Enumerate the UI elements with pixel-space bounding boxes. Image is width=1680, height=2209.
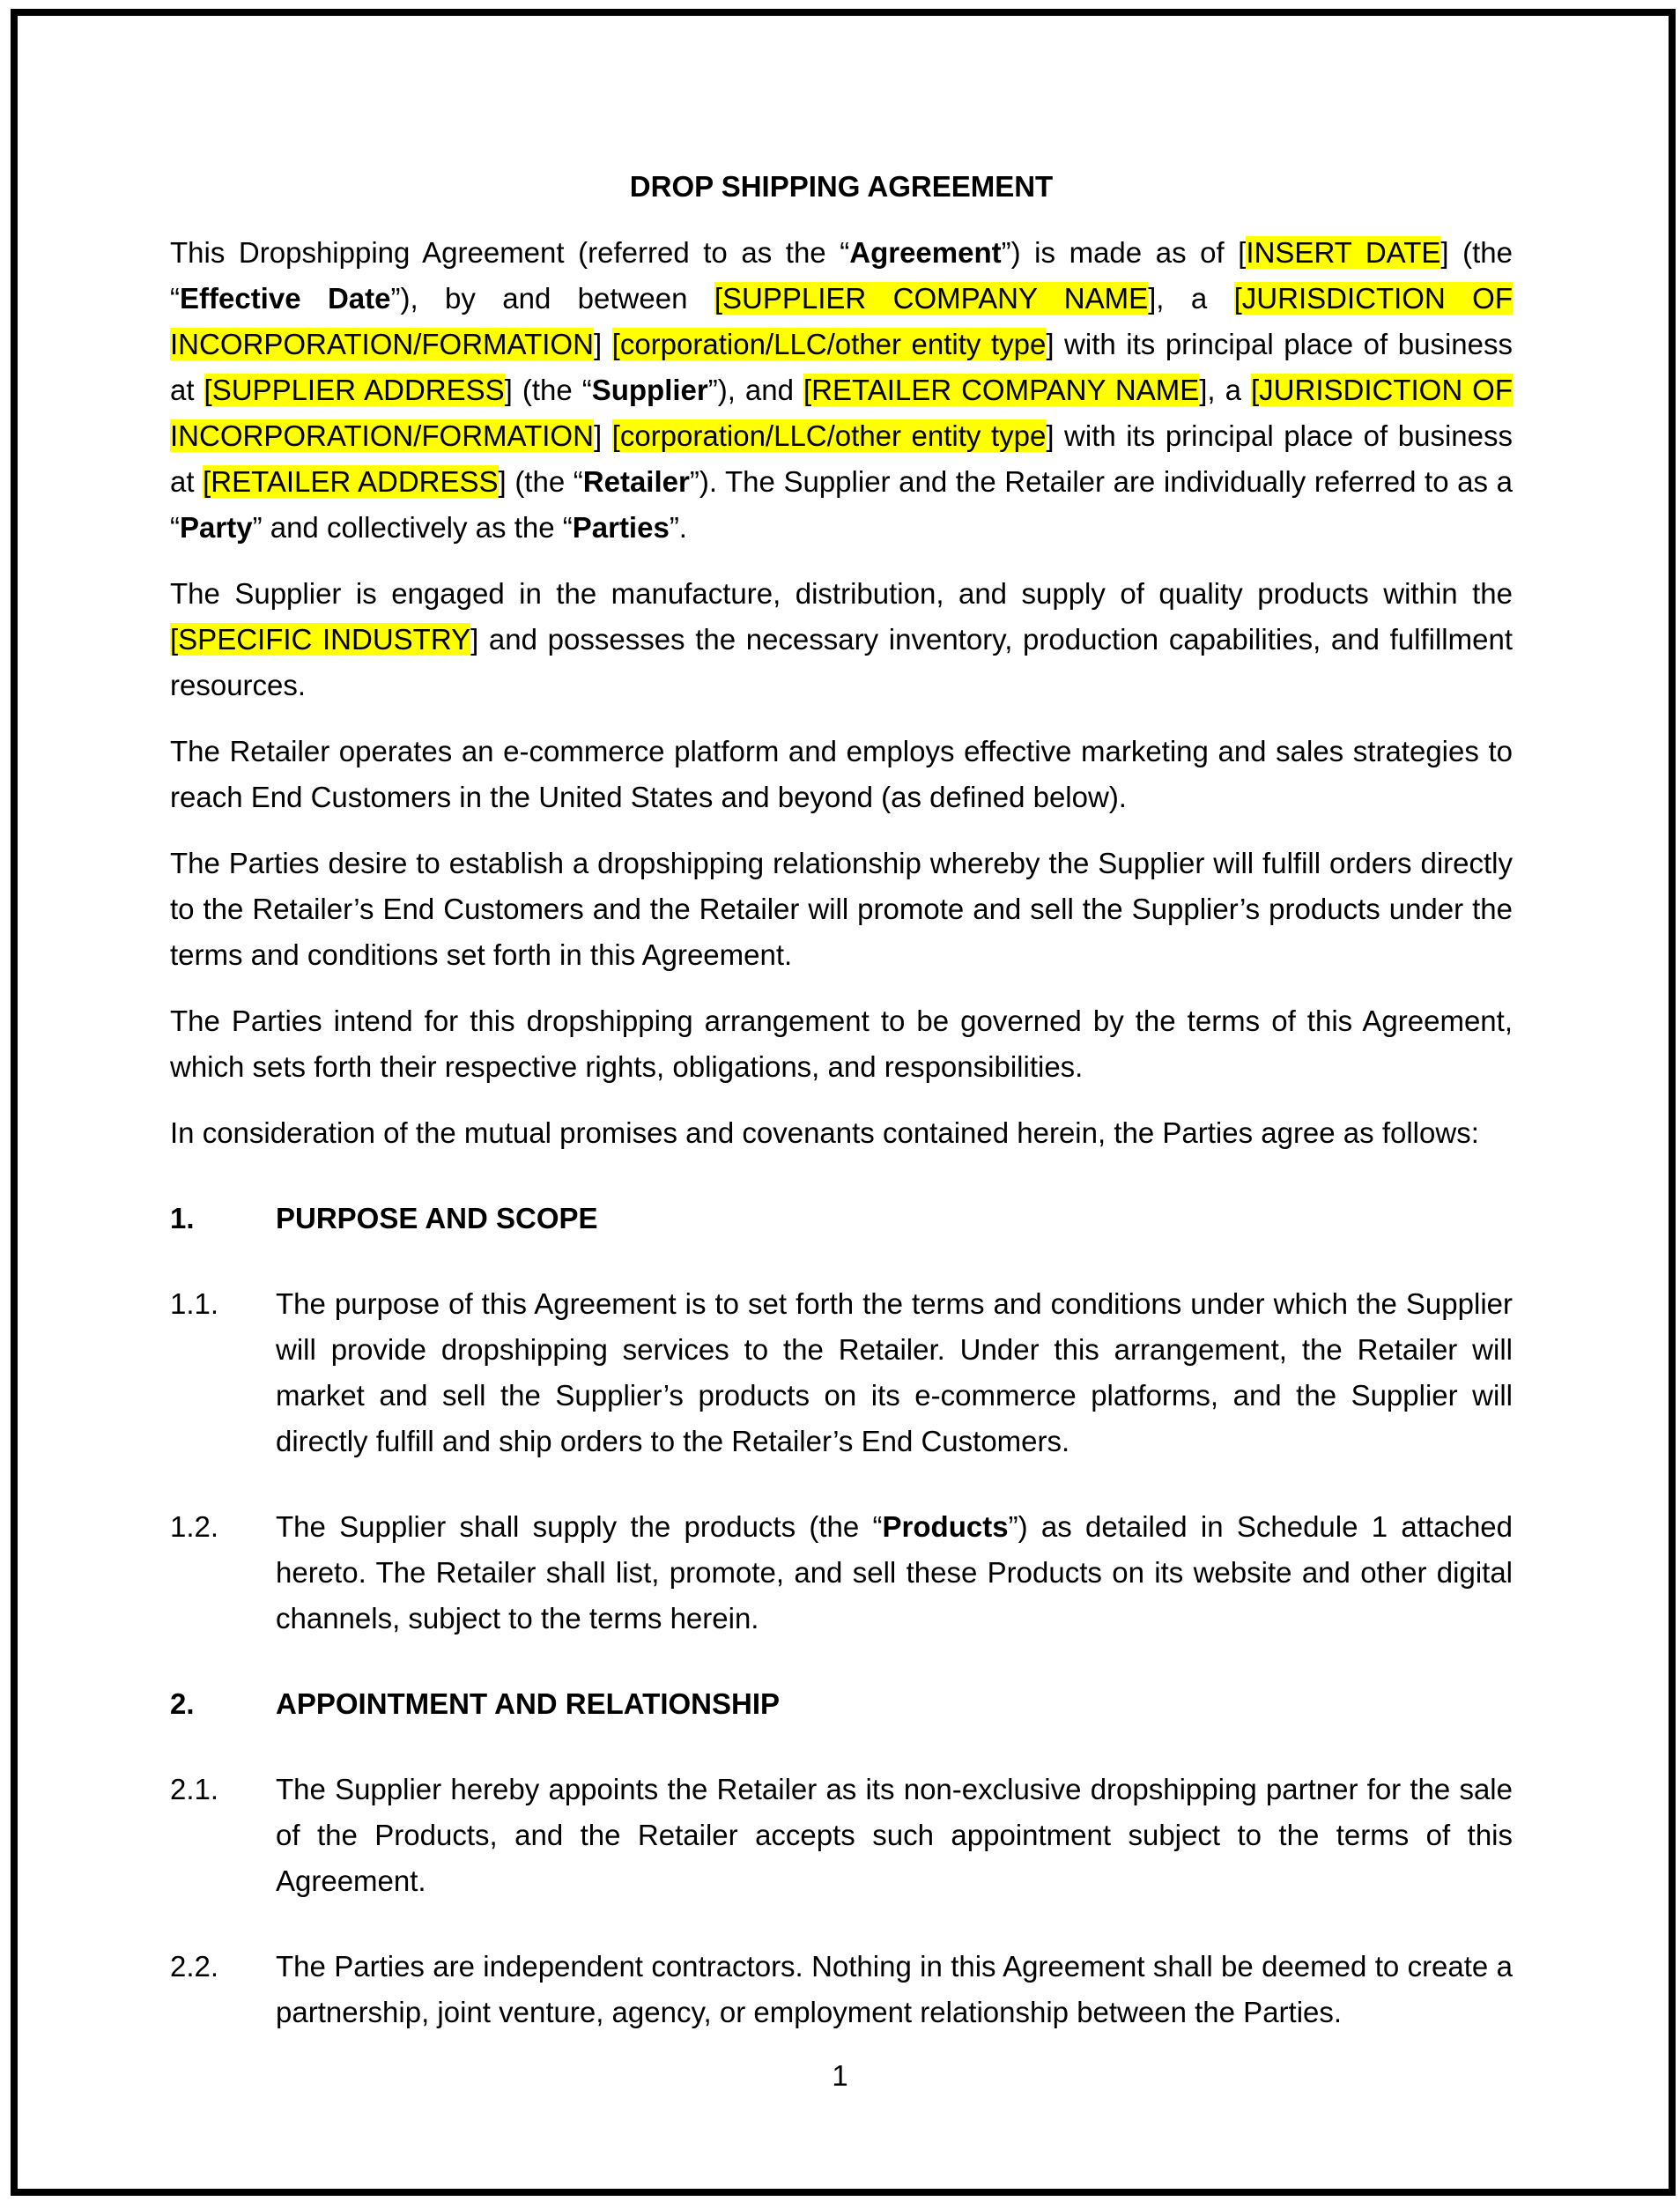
text-run: ] [593, 419, 612, 452]
paragraph [170, 841, 1513, 978]
text-run: Effective Date [180, 282, 391, 315]
placeholder-highlight: [JURISDICTION OF INCORPORATION/FORMATION [170, 282, 1513, 360]
text-run: Parties [572, 511, 670, 544]
text-run: Party [180, 511, 253, 544]
section-heading [170, 1681, 1513, 1727]
text-run: The Parties desire to establish a dropshipping relationship whereby the Supplier will fulfill orders directly to the Retailer’s End Customers and the Retailer will promote and sell the Supplier’s products under the terms and conditions set forth in this Agreement. [170, 847, 1513, 971]
text-run: The Retailer operates an e-commerce platform and employs effective marketing and sales strategies to reach End Customers in the United States and beyond (as defined below). [170, 735, 1513, 813]
placeholder-highlight: INSERT DATE [1246, 236, 1441, 269]
section-heading-label: APPOINTMENT AND RELATIONSHIP [276, 1687, 781, 1720]
text-run: ] (the “ [498, 465, 583, 498]
text-run: ] (the “ [170, 236, 1513, 315]
text-run: ] with its principal place of business at [170, 328, 1513, 406]
text-run: The Parties are independent contractors. Nothing in this Agreement shall be deemed to create a partnership, joint venture, agency, or employment relationship between the Parties. [276, 1950, 1513, 2028]
numbered-clause [170, 1944, 1513, 2035]
numbered-clause [170, 1504, 1513, 1642]
numbered-clause [170, 1281, 1513, 1464]
paragraph [170, 571, 1513, 708]
text-run: The Supplier is engaged in the manufacture, distribution, and supply of quality products within the [170, 577, 1513, 610]
paragraph [170, 1110, 1513, 1156]
text-run: ”), and [707, 374, 803, 406]
clause-text [276, 1944, 1513, 2035]
text-run: In consideration of the mutual promises and covenants contained herein, the Parties agree as follows: [170, 1116, 1479, 1149]
document-body [170, 164, 1513, 2035]
text-run: ”) is made as of [ [1001, 236, 1247, 269]
placeholder-highlight: [RETAILER ADDRESS [203, 465, 499, 498]
clause-text [276, 1504, 1513, 1642]
placeholder-highlight: [RETAILER COMPANY NAME [803, 374, 1200, 406]
intro-paragraphs [170, 230, 1513, 1156]
text-run: The Supplier hereby appoints the Retailer as its non-exclusive dropshipping partner for the sale of the Products, and the Retailer accepts such appointment subject to the terms of this Agreement. [276, 1773, 1513, 1897]
clause-text [276, 1281, 1513, 1464]
paragraph [170, 998, 1513, 1090]
page-number: 1 [832, 2059, 848, 2092]
placeholder-highlight: [SUPPLIER ADDRESS [204, 374, 505, 406]
placeholder-highlight: [JURISDICTION OF INCORPORATION/FORMATION [170, 374, 1513, 452]
text-run: Supplier [591, 374, 708, 406]
placeholder-highlight: [corporation/LLC/other entity type [611, 419, 1047, 452]
text-run: Retailer [582, 465, 690, 498]
section-number: 2. [170, 1687, 195, 1720]
numbered-clause [170, 1767, 1513, 1904]
text-run: Products [882, 1510, 1009, 1543]
numbered-sections [170, 1196, 1513, 2035]
placeholder-highlight: [SUPPLIER COMPANY NAME [714, 282, 1149, 315]
text-run: The purpose of this Agreement is to set forth the terms and conditions under which the Supplier will provide dropshipping services to the Retailer. Under this arrangement, the Retailer will market and sell the Supplier’s products on its e-commerce platforms, and the Supplier will directly fulfill and ship orders to the Retailer’s End Customers. [276, 1287, 1513, 1457]
text-run: ” and collectively as the “ [252, 511, 573, 544]
section-number: 1. [170, 1202, 195, 1234]
text-run: This Dropshipping Agreement (referred to as the “ [170, 236, 850, 269]
clause-text [276, 1767, 1513, 1904]
text-run: The Parties intend for this dropshipping arrangement to be governed by the terms of this Agreement, which sets forth their respective rights, obligations, and responsibilities. [170, 1004, 1513, 1083]
section-heading-label: PURPOSE AND SCOPE [276, 1202, 598, 1234]
text-run: Agreement [849, 236, 1002, 269]
text-run: The Supplier shall supply the products (the “ [276, 1510, 883, 1543]
text-run: ”) as detailed in Schedule 1 attached hereto. The Retailer shall list, promote, and sell these Products on its website and other digital channels, subject to the terms herein. [276, 1510, 1513, 1635]
clause-number: 2.1. [170, 1773, 219, 1805]
text-run: ] [593, 328, 612, 360]
text-run: ] (the “ [504, 374, 592, 406]
placeholder-highlight: [corporation/LLC/other entity type [611, 328, 1047, 360]
text-run: ”), by and between [390, 282, 714, 315]
document-title: DROP SHIPPING AGREEMENT [629, 170, 1054, 203]
clause-number: 1.1. [170, 1287, 219, 1320]
section-heading [170, 1196, 1513, 1242]
text-run: ], a [1148, 282, 1234, 315]
clause-number: 1.2. [170, 1510, 219, 1543]
clause-number: 2.2. [170, 1950, 219, 1983]
paragraph [170, 230, 1513, 551]
text-run: ”. [669, 511, 687, 544]
paragraph [170, 729, 1513, 820]
text-run: ”). The Supplier and the Retailer are individually referred to as a “ [170, 465, 1513, 544]
text-run: ] and possesses the necessary inventory, production capabilities, and fulfillment resources. [170, 623, 1513, 701]
text-run: ] with its principal place of business at [170, 419, 1513, 498]
text-run: ], a [1199, 374, 1251, 406]
placeholder-highlight: [SPECIFIC INDUSTRY [170, 623, 471, 656]
